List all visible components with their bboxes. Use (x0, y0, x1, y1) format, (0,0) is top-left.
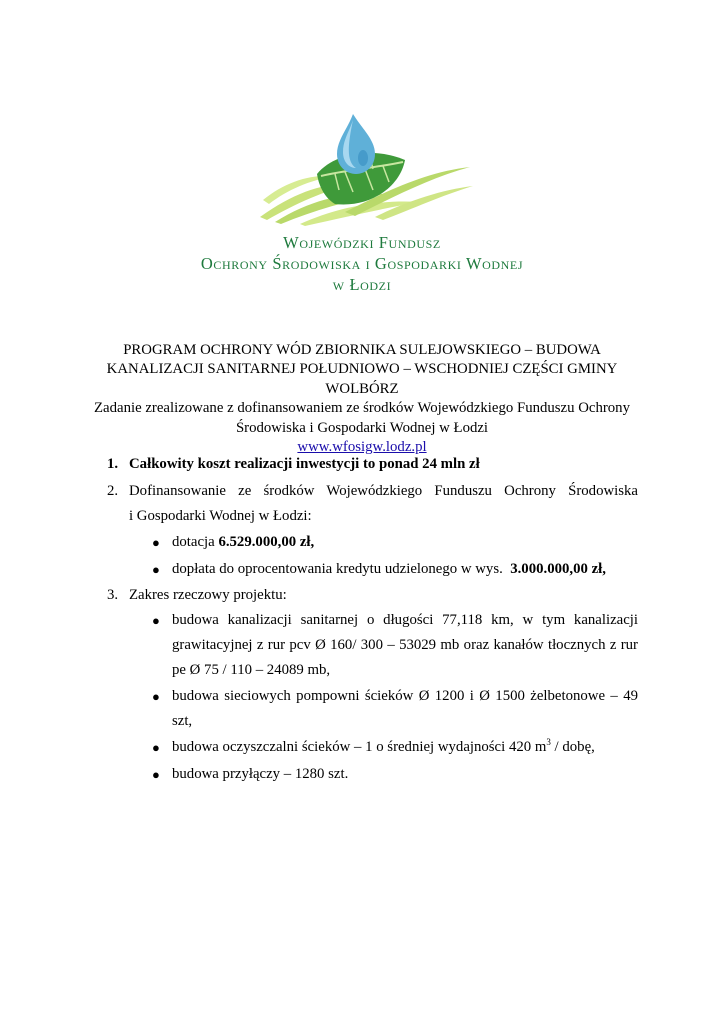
bullet-icon: ● (152, 535, 160, 550)
loan-amount: 3.000.000,00 zł, (510, 561, 606, 577)
bullet-icon: ● (152, 689, 160, 704)
organization-name (0, 232, 724, 295)
list-item-2-line2: i Gospodarki Wodnej w Łodzi: (129, 508, 312, 524)
organization-name-line3: w Łodzi (332, 275, 392, 294)
list-item-1-text: Całkowity koszt realizacji inwestycji to ponad 24 mln zł (129, 456, 480, 472)
list-number: 1. (107, 456, 119, 472)
list-number: 2. (107, 483, 119, 499)
bullet-icon: ● (152, 562, 160, 577)
list-subitem-kanalizacja-line3: pe Ø 75 / 110 – 24089 mb, (172, 662, 331, 678)
heading-line-5: Środowiska i Gospodarki Wodnej w Łodzi (235, 419, 489, 436)
list-subitem-kanalizacja-line1: budowa kanalizacji sanitarnej o długości 77,118 km, w tym kanalizacji (172, 612, 638, 628)
bullet-icon: ● (152, 740, 160, 755)
water-drop-on-leaf-icon (255, 112, 475, 227)
bullet-icon: ● (152, 613, 160, 628)
list-subitem-oczyszczalnia: budowa oczyszczalni ścieków – 1 o średniej wydajności 420 $m^3$ / dobę, (172, 737, 595, 755)
heading-line-1: PROGRAM OCHRONY WÓD ZBIORNIKA SULEJOWSKIEGO – BUDOWA (123, 342, 601, 358)
heading-line-3: WOLBÓRZ (325, 380, 399, 397)
list-number: 3. (107, 587, 119, 603)
list-subitem-kanalizacja-line2: grawitacyjnej z rur pcv Ø 160/ 300 – 53029 mb oraz kanałów tłocznych z rur (172, 637, 638, 653)
list-subitem-dotacja: dotacja 6.529.000,00 zł, (172, 534, 315, 550)
website-link[interactable]: www.wfosigw.lodz.pl (297, 439, 427, 456)
grant-amount: 6.529.000,00 zł, (218, 534, 315, 550)
bullet-icon: ● (152, 767, 160, 782)
list-subitem-przylacza: budowa przyłączy – 1280 szt. (172, 766, 349, 782)
heading-line-4: Zadanie zrealizowane z dofinansowaniem ze środków Wojewódzkiego Funduszu Ochrony (94, 400, 630, 417)
list-subitem-pompownie-line2: szt, (172, 713, 193, 729)
list-subitem-doplata: dopłata do oprocentowania kredytu udzielonego w wys. 3.000.000,00 zł, (172, 561, 606, 577)
list-item-3-text: Zakres rzeczowy projektu: (129, 587, 287, 603)
list-item-2-line1: Dofinansowanie ze środków Wojewódzkiego Funduszu Ochrony Środowiska (129, 483, 638, 499)
document-heading (60, 341, 664, 457)
organization-name-line2: Ochrony Środowiska i Gospodarki Wodnej (200, 254, 524, 273)
organization-name-line1: Wojewódzki Fundusz (283, 233, 441, 252)
list-subitem-pompownie-line1: budowa sieciowych pompowni ścieków Ø 1200 i Ø 1500 żelbetonowe – 49 (172, 688, 638, 704)
list-item-1 (107, 456, 118, 473)
heading-line-2: KANALIZACJI SANITARNEJ POŁUDNIOWO – WSCHODNIEJ CZĘŚCI GMINY (106, 361, 618, 378)
